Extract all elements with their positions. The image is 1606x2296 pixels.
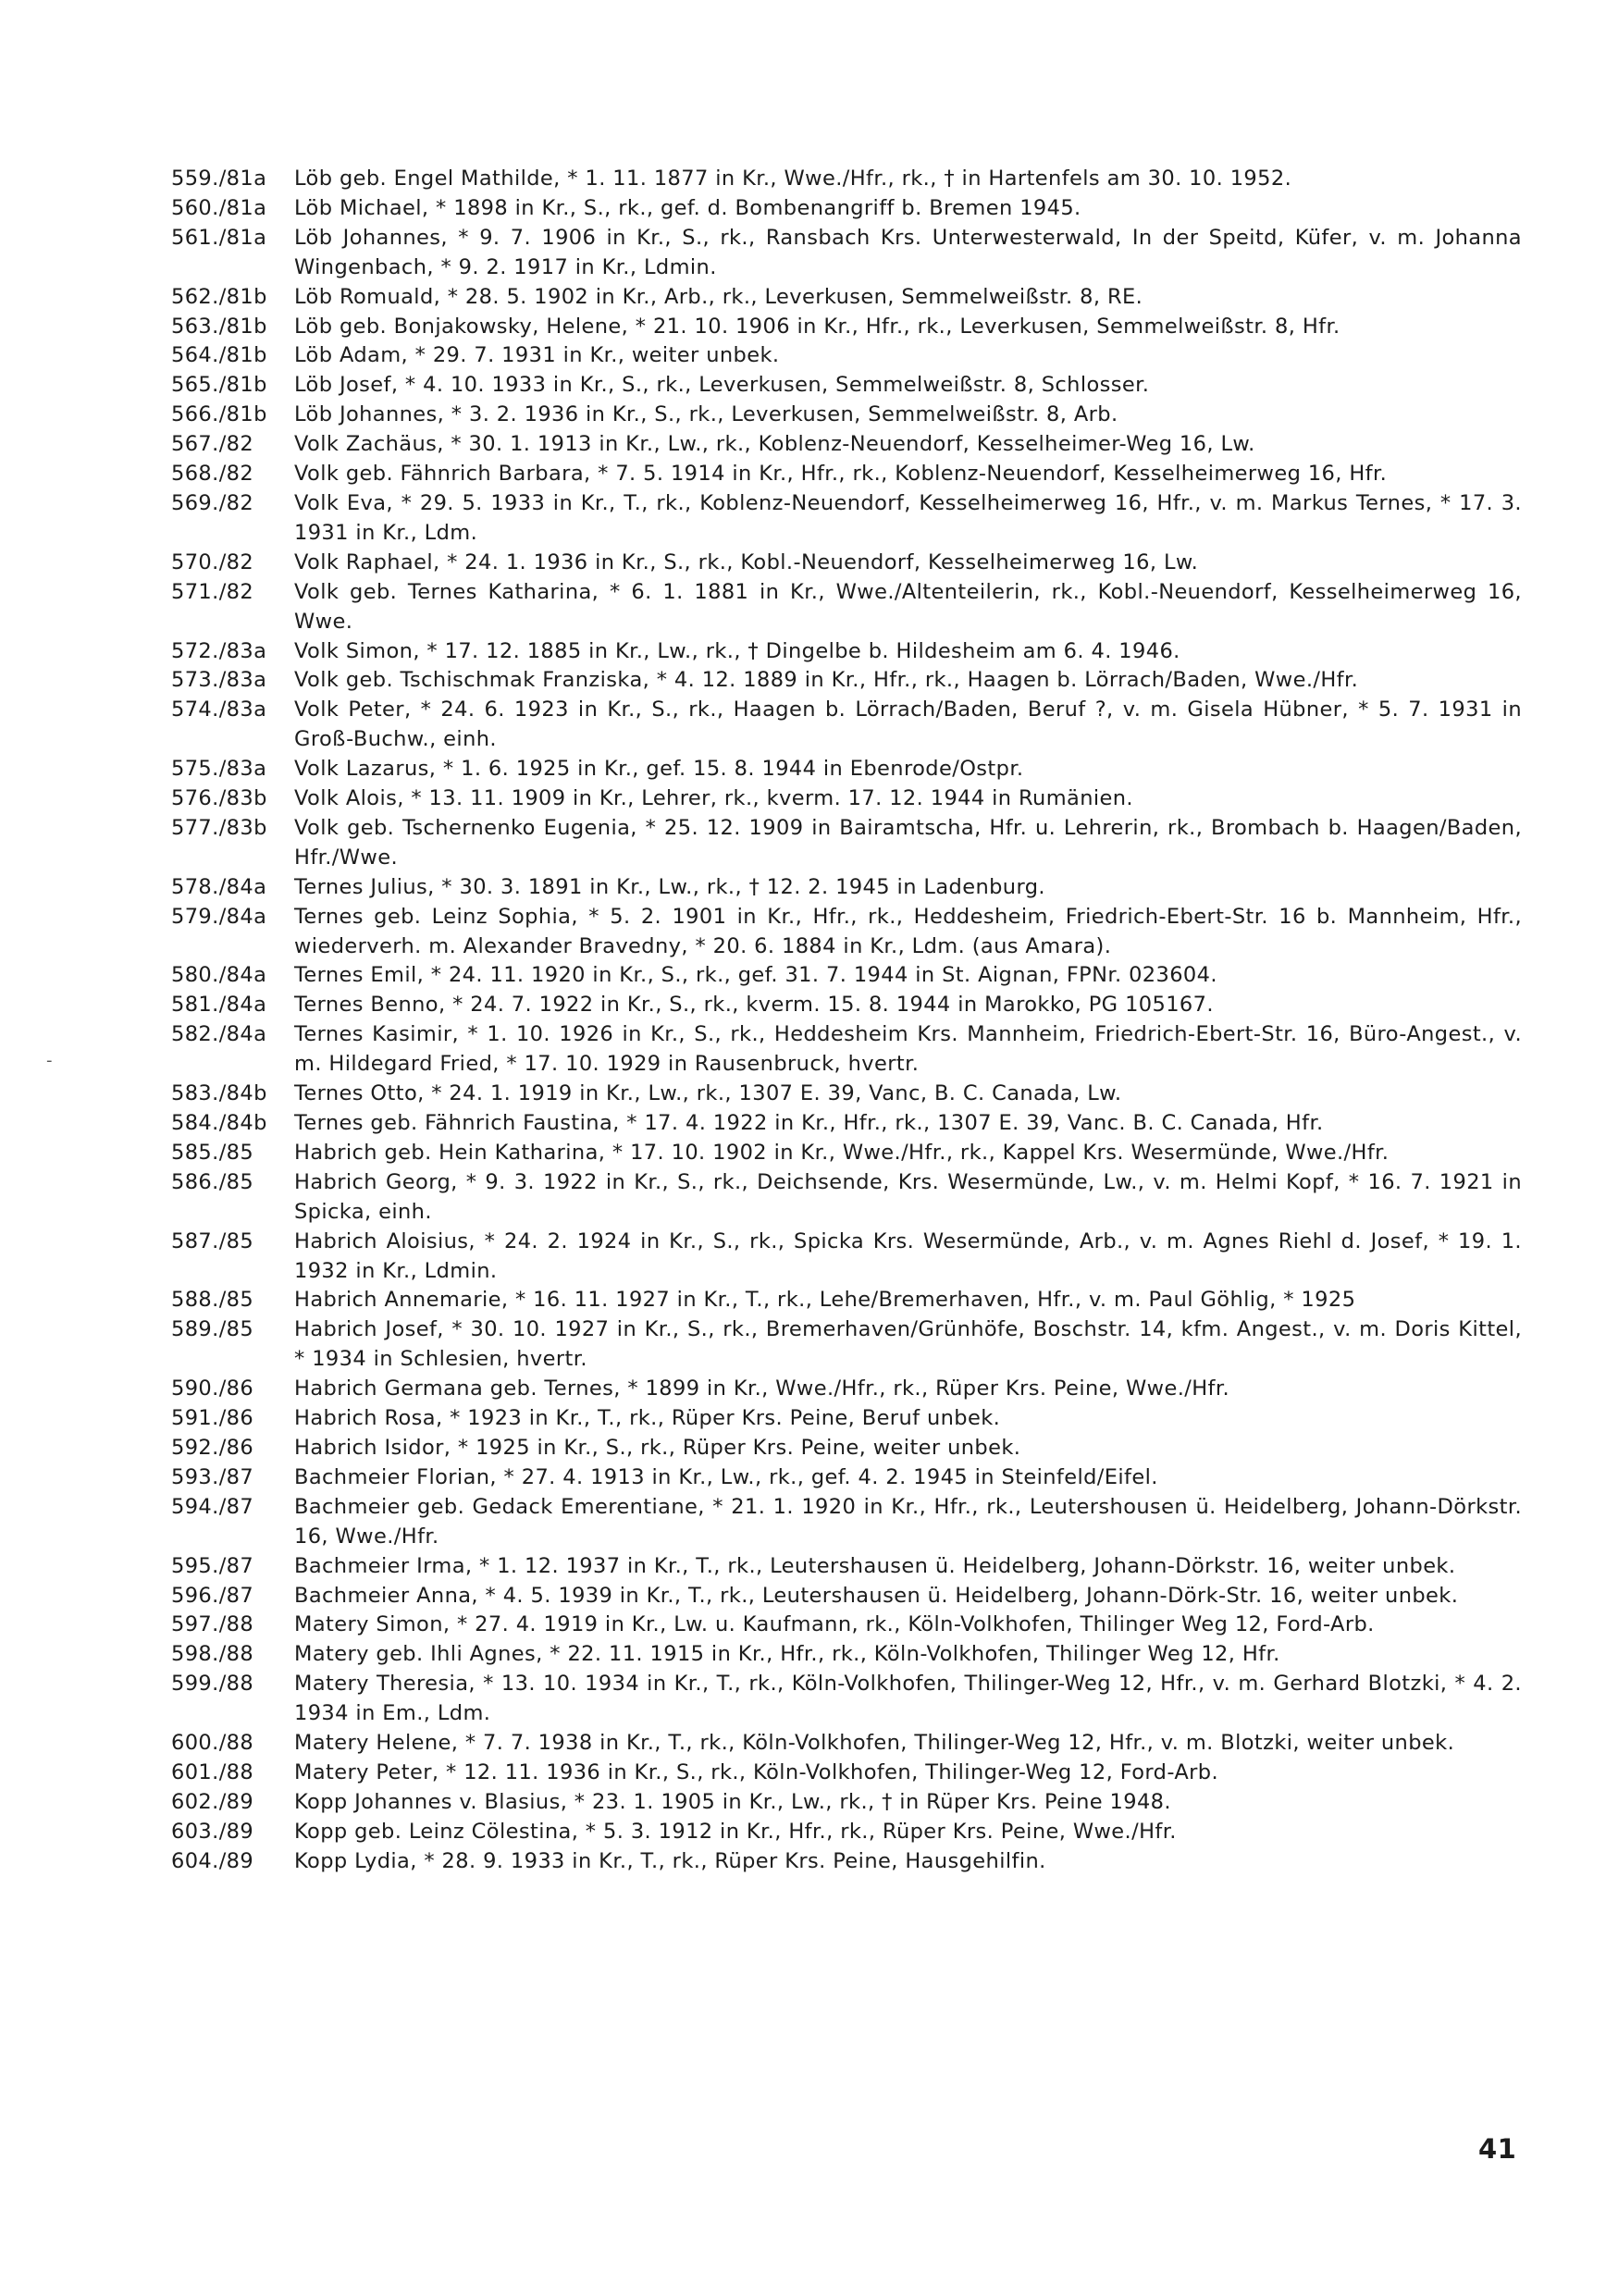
entry-number: 588./85 (171, 1288, 254, 1313)
entry-row (171, 430, 1522, 460)
entry-number: 601./88 (171, 1759, 254, 1784)
entry-text: Kopp geb. Leinz Cölestina, * 5. 3. 1912 in Kr., Hfr., rk., Rüper Krs. Peine, Wwe./Hfr. (294, 1819, 1177, 1844)
entry-text: Habrich Georg, * 9. 3. 1922 in Kr., S., rk., Deichsende, Krs. Wesermünde, Lw., v. m. Helmi Kopf, * 16. 7. 1921 in Spicka, einh. (294, 1169, 1522, 1224)
entry-text: Ternes Otto, * 24. 1. 1919 in Kr., Lw., rk., 1307 E. 39, Vanc, B. C. Canada, Lw. (294, 1081, 1122, 1106)
entry-text: Bachmeier geb. Gedack Emerentiane, * 21. 1. 1920 in Kr., Hfr., rk., Leutershousen ü. Heidelberg, Johann-Dörkstr. 16, Wwe./Hfr. (294, 1494, 1522, 1549)
entry-text: Volk Alois, * 13. 11. 1909 in Kr., Lehrer, rk., kverm. 17. 12. 1944 in Rumänien. (294, 786, 1133, 811)
entry-row (171, 755, 1522, 784)
entry-text: Löb Johannes, * 9. 7. 1906 in Kr., S., rk., Ransbach Krs. Unterwesterwald, In der Speitd, Küfer, v. m. Johanna Wingenbach, * 9. 2. 1917 in Kr., Ldmin. (294, 225, 1522, 279)
entry-number: 579./84a (171, 904, 267, 929)
entry-number: 591./86 (171, 1406, 254, 1431)
entry-row (171, 1109, 1522, 1139)
entry-number: 571./82 (171, 579, 254, 604)
entry-number: 594./87 (171, 1494, 254, 1519)
entry-number: 577./83b (171, 815, 267, 840)
entry-number: 592./86 (171, 1435, 254, 1460)
entry-row (171, 1640, 1522, 1670)
entry-row (171, 1286, 1522, 1315)
entry-number: 562./81b (171, 284, 267, 309)
entry-text: Kopp Johannes v. Blasius, * 23. 1. 1905 in Kr., Lw., rk., † in Rüper Krs. Peine 1948. (294, 1789, 1171, 1814)
entry-text: Matery Helene, * 7. 7. 1938 in Kr., T., rk., Köln-Volkhofen, Thilinger-Weg 12, Hfr., v. m. Blotzki, weiter unbek. (294, 1731, 1455, 1756)
entry-text: Löb geb. Bonjakowsky, Helene, * 21. 10. 1906 in Kr., Hfr., rk., Leverkusen, Semmelweißstr. 8, Hfr. (294, 314, 1340, 339)
entry-text: Volk Peter, * 24. 6. 1923 in Kr., S., rk., Haagen b. Lörrach/Baden, Beruf ?, v. m. Gisela Hübner, * 5. 7. 1931 in Groß-Buchw., einh. (294, 697, 1522, 752)
entry-text: Habrich geb. Hein Katharina, * 17. 10. 1902 in Kr., Wwe./Hfr., rk., Kappel Krs. Wesermünde, Wwe./Hfr. (294, 1140, 1390, 1165)
entry-number: 587./85 (171, 1228, 254, 1253)
entry-text: Ternes geb. Fähnrich Faustina, * 17. 4. 1922 in Kr., Hfr., rk., 1307 E. 39, Vanc. B. C. Canada, Hfr. (294, 1111, 1324, 1135)
entry-row (171, 1611, 1522, 1640)
entry-row (171, 1139, 1522, 1168)
entry-number: 573./83a (171, 668, 267, 693)
entry-text: Habrich Isidor, * 1925 in Kr., S., rk., Rüper Krs. Peine, weiter unbek. (294, 1435, 1021, 1460)
entry-number: 596./87 (171, 1583, 254, 1608)
entry-number: 603./89 (171, 1819, 254, 1844)
entry-row (171, 578, 1522, 637)
margin-mark: - (46, 1051, 53, 1070)
entry-row (171, 1670, 1522, 1729)
entry-text: Bachmeier Irma, * 1. 12. 1937 in Kr., T., rk., Leutershausen ü. Heidelberg, Johann-Dörkstr. 16, weiter unbek. (294, 1553, 1456, 1578)
entry-row (171, 1434, 1522, 1463)
entry-text: Volk geb. Ternes Katharina, * 6. 1. 1881 in Kr., Wwe./Altenteilerin, rk., Kobl.-Neuendorf, Kesselheimerweg 16, Wwe. (294, 579, 1522, 634)
entry-row (171, 1168, 1522, 1228)
entry-text: Ternes Emil, * 24. 11. 1920 in Kr., S., rk., gef. 31. 7. 1944 in St. Aignan, FPNr. 023604. (294, 963, 1217, 988)
entry-number: 586./85 (171, 1169, 254, 1194)
entry-row (171, 1729, 1522, 1759)
entry-number: 598./88 (171, 1642, 254, 1667)
entry-row (171, 460, 1522, 489)
entry-number: 572./83a (171, 638, 267, 663)
entry-row (171, 194, 1522, 224)
entry-row (171, 224, 1522, 283)
entry-text: Habrich Germana geb. Ternes, * 1899 in Kr., Wwe./Hfr., rk., Rüper Krs. Peine, Wwe./Hfr. (294, 1376, 1230, 1401)
entry-number: 561./81a (171, 225, 267, 250)
entry-number: 576./83b (171, 786, 267, 811)
entry-text: Matery geb. Ihli Agnes, * 22. 11. 1915 in Kr., Hfr., rk., Köln-Volkhofen, Thilinger Weg 12, Hfr. (294, 1642, 1280, 1667)
entry-row (171, 1847, 1522, 1877)
entry-number: 566./81b (171, 402, 267, 427)
entry-text: Volk Eva, * 29. 5. 1933 in Kr., T., rk., Koblenz-Neuendorf, Kesselheimerweg 16, Hfr., v. m. Markus Ternes, * 17. 3. 1931 in Kr., Ldm. (294, 490, 1522, 545)
entry-text: Volk geb. Fähnrich Barbara, * 7. 5. 1914 in Kr., Hfr., rk., Koblenz-Neuendorf, Kesselheimerweg 16, Hfr. (294, 462, 1388, 487)
entry-number: 563./81b (171, 314, 267, 339)
entry-text: Bachmeier Anna, * 4. 5. 1939 in Kr., T., rk., Leutershausen ü. Heidelberg, Johann-Dörk-Str. 16, weiter unbek. (294, 1583, 1459, 1608)
entry-number: 602./89 (171, 1789, 254, 1814)
entry-number: 564./81b (171, 343, 267, 368)
entry-text: Volk Lazarus, * 1. 6. 1925 in Kr., gef. 15. 8. 1944 in Ebenrode/Ostpr. (294, 757, 1024, 782)
entry-row (171, 696, 1522, 755)
entry-row (171, 1375, 1522, 1404)
entry-text: Habrich Rosa, * 1923 in Kr., T., rk., Rüper Krs. Peine, Beruf unbek. (294, 1406, 1001, 1431)
entry-row (171, 1080, 1522, 1109)
entry-row (171, 1315, 1522, 1375)
entry-row (171, 283, 1522, 313)
entry-text: Löb Josef, * 4. 10. 1933 in Kr., S., rk., Leverkusen, Semmelweißstr. 8, Schlosser. (294, 373, 1150, 398)
entry-number: 560./81a (171, 195, 267, 220)
entry-number: 589./85 (171, 1317, 254, 1342)
entry-text: Ternes geb. Leinz Sophia, * 5. 2. 1901 in Kr., Hfr., rk., Heddesheim, Friedrich-Ebert-Str. 16 b. Mannheim, Hfr., wiederverh. m. Alexander Bravedny, * 20. 6. 1884 in Kr., Ldm. (aus Amara). (294, 904, 1522, 958)
entry-text: Matery Theresia, * 13. 10. 1934 in Kr., T., rk., Köln-Volkhofen, Thilinger-Weg 12, Hfr., v. m. Gerhard Blotzki, * 4. 2. 1934 in Em., Ldm. (294, 1672, 1522, 1726)
entry-row (171, 1020, 1522, 1080)
entry-text: Kopp Lydia, * 28. 9. 1933 in Kr., T., rk., Rüper Krs. Peine, Hausgehilfin. (294, 1848, 1046, 1873)
entry-number: 585./85 (171, 1140, 254, 1165)
entry-number: 582./84a (171, 1022, 267, 1047)
entry-text: Ternes Benno, * 24. 7. 1922 in Kr., S., rk., kverm. 15. 8. 1944 in Marokko, PG 105167. (294, 993, 1214, 1018)
entry-number: 590./86 (171, 1376, 254, 1401)
entry-number: 565./81b (171, 373, 267, 398)
entry-row (171, 873, 1522, 903)
entry-text: Volk Zachäus, * 30. 1. 1913 in Kr., Lw., rk., Koblenz-Neuendorf, Kesselheimer-Weg 16, Lw. (294, 432, 1255, 457)
entry-number: 580./84a (171, 963, 267, 988)
entry-number: 567./82 (171, 432, 254, 457)
entry-text: Löb Michael, * 1898 in Kr., S., rk., gef. d. Bombenangriff b. Bremen 1945. (294, 195, 1081, 220)
entry-row (171, 313, 1522, 342)
entry-text: Löb Johannes, * 3. 2. 1936 in Kr., S., rk., Leverkusen, Semmelweißstr. 8, Arb. (294, 402, 1118, 427)
entry-row (171, 1493, 1522, 1552)
entry-number: 604./89 (171, 1848, 254, 1873)
entry-number: 575./83a (171, 757, 267, 782)
entry-text: Ternes Julius, * 30. 3. 1891 in Kr., Lw., rk., † 12. 2. 1945 in Ladenburg. (294, 874, 1045, 899)
entry-text: Löb Adam, * 29. 7. 1931 in Kr., weiter unbek. (294, 343, 780, 368)
entry-text: Löb geb. Engel Mathilde, * 1. 11. 1877 in Kr., Wwe./Hfr., rk., † in Hartenfels am 30. 10. 1952. (294, 167, 1292, 191)
entry-row (171, 814, 1522, 873)
entry-row (171, 1552, 1522, 1582)
entry-list (171, 165, 1522, 1877)
entry-number: 597./88 (171, 1612, 254, 1637)
page-number: 41 (1478, 2133, 1517, 2165)
entry-row (171, 1582, 1522, 1611)
entry-row (171, 165, 1522, 194)
entry-row (171, 489, 1522, 549)
entry-row (171, 991, 1522, 1020)
entry-text: Löb Romuald, * 28. 5. 1902 in Kr., Arb., rk., Leverkusen, Semmelweißstr. 8, RE. (294, 284, 1143, 309)
entry-number: 600./88 (171, 1731, 254, 1756)
entry-text: Volk geb. Tschernenko Eugenia, * 25. 12. 1909 in Bairamtscha, Hfr. u. Lehrerin, rk., Brombach b. Haagen/Baden, Hfr./Wwe. (294, 815, 1522, 870)
entry-text: Habrich Aloisius, * 24. 2. 1924 in Kr., S., rk., Spicka Krs. Wesermünde, Arb., v. m. Agnes Riehl d. Josef, * 19. 1. 1932 in Kr., Ldmin. (294, 1228, 1522, 1283)
entry-text: Volk Raphael, * 24. 1. 1936 in Kr., S., rk., Kobl.-Neuendorf, Kesselheimerweg 16, Lw. (294, 549, 1199, 574)
entry-text: Habrich Josef, * 30. 10. 1927 in Kr., S., rk., Bremerhaven/Grünhöfe, Boschstr. 14, kfm. Angest., v. m. Doris Kittel, * 1934 in Schlesien, hvertr. (294, 1317, 1522, 1372)
entry-row (171, 784, 1522, 814)
entry-row (171, 961, 1522, 991)
entry-row (171, 401, 1522, 430)
entry-row (171, 1404, 1522, 1434)
entry-row (171, 637, 1522, 667)
entry-number: 583./84b (171, 1081, 267, 1106)
entry-row (171, 549, 1522, 578)
entry-row (171, 1788, 1522, 1818)
entry-row (171, 903, 1522, 962)
entry-row (171, 1759, 1522, 1788)
entry-row (171, 371, 1522, 401)
entry-text: Volk geb. Tschischmak Franziska, * 4. 12. 1889 in Kr., Hfr., rk., Haagen b. Lörrach/Baden, Wwe./Hfr. (294, 668, 1359, 693)
entry-number: 584./84b (171, 1111, 267, 1135)
entry-number: 595./87 (171, 1553, 254, 1578)
entry-number: 593./87 (171, 1464, 254, 1489)
entry-number: 559./81a (171, 167, 267, 191)
entry-number: 578./84a (171, 874, 267, 899)
entry-number: 570./82 (171, 549, 254, 574)
entry-row (171, 1818, 1522, 1847)
entry-text: Bachmeier Florian, * 27. 4. 1913 in Kr., Lw., rk., gef. 4. 2. 1945 in Steinfeld/Eifel. (294, 1464, 1158, 1489)
entry-text: Matery Peter, * 12. 11. 1936 in Kr., S., rk., Köln-Volkhofen, Thilinger-Weg 12, Ford-Arb. (294, 1759, 1219, 1784)
entry-number: 568./82 (171, 462, 254, 487)
entry-text: Matery Simon, * 27. 4. 1919 in Kr., Lw. u. Kaufmann, rk., Köln-Volkhofen, Thilinger Weg 12, Ford-Arb. (294, 1612, 1375, 1637)
entry-text: Ternes Kasimir, * 1. 10. 1926 in Kr., S., rk., Heddesheim Krs. Mannheim, Friedrich-Ebert-Str. 16, Büro-Angest., v. m. Hildegard Fried, * 17. 10. 1929 in Rausenbruck, hvertr. (294, 1022, 1522, 1077)
entry-number: 581./84a (171, 993, 267, 1018)
entry-row (171, 341, 1522, 371)
entry-row (171, 1228, 1522, 1287)
entry-number: 569./82 (171, 490, 254, 515)
entry-text: Volk Simon, * 17. 12. 1885 in Kr., Lw., rk., † Dingelbe b. Hildesheim am 6. 4. 1946. (294, 638, 1180, 663)
entry-number: 574./83a (171, 697, 267, 722)
entry-row (171, 1463, 1522, 1493)
entry-number: 599./88 (171, 1672, 254, 1697)
entry-row (171, 666, 1522, 696)
entry-text: Habrich Annemarie, * 16. 11. 1927 in Kr., T., rk., Lehe/Bremerhaven, Hfr., v. m. Paul Göhlig, * 1925 (294, 1288, 1356, 1313)
